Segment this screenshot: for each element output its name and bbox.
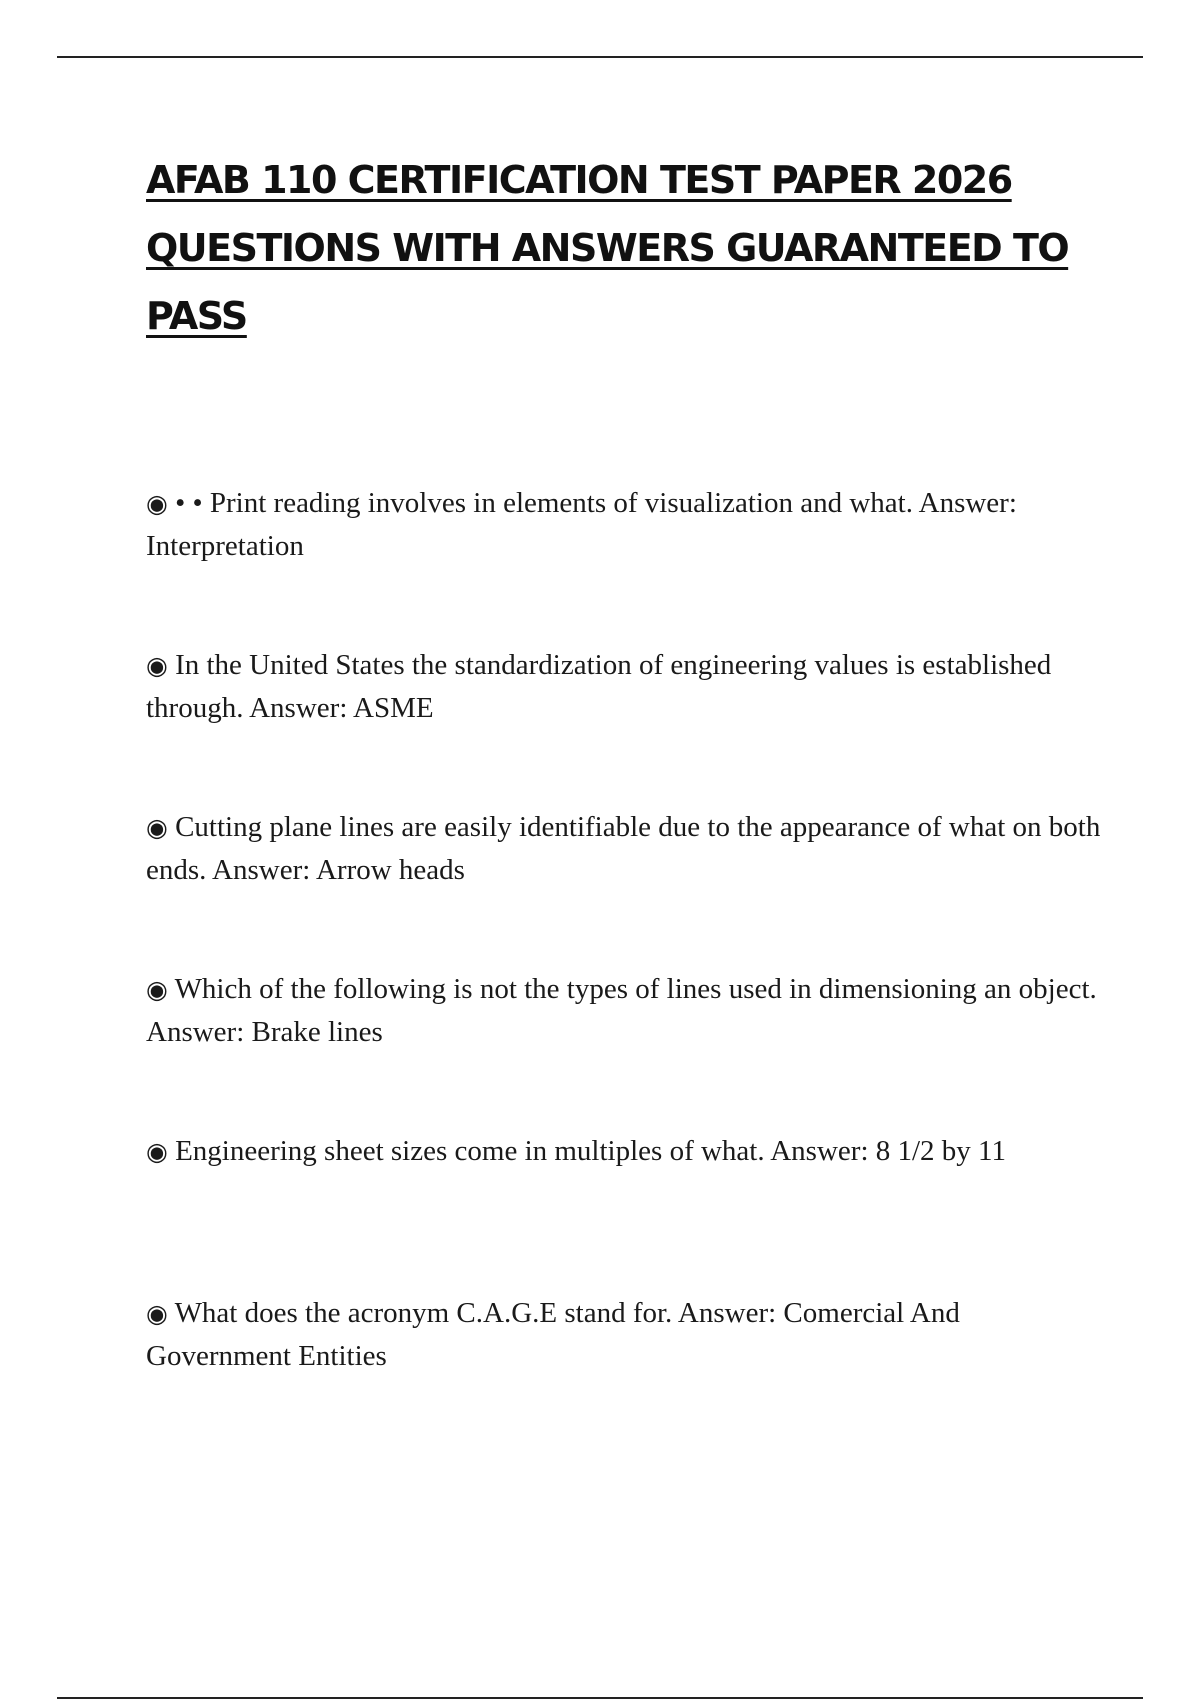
question-answer-text: What does the acronym C.A.G.E stand for. Answer: Comercial And Government Entities bbox=[146, 1297, 960, 1372]
list-item bbox=[146, 1292, 1106, 1454]
list-item bbox=[146, 806, 1106, 968]
list-item bbox=[146, 482, 1106, 644]
top-divider bbox=[57, 56, 1143, 58]
radio-bullet-icon: ◉ bbox=[146, 813, 168, 842]
question-answer-text: Engineering sheet sizes come in multiples of what. Answer: 8 1/2 by 11 bbox=[175, 1135, 1006, 1167]
document-title: AFAB 110 CERTIFICATION TEST PAPER 2026 QUESTIONS WITH ANSWERS GUARANTEED TO PASS bbox=[146, 158, 1069, 338]
radio-bullet-icon: ◉ bbox=[146, 975, 168, 1004]
list-item bbox=[146, 1130, 1106, 1292]
question-answer-text: Which of the following is not the types of lines used in dimensioning an object. Answer: Brake lines bbox=[146, 973, 1097, 1048]
bottom-divider bbox=[57, 1697, 1143, 1699]
question-answer-text: • • Print reading involves in elements of visualization and what. Answer: Interpretation bbox=[146, 487, 1017, 562]
question-list bbox=[146, 482, 1106, 1454]
list-item bbox=[146, 968, 1106, 1130]
radio-bullet-icon: ◉ bbox=[146, 489, 168, 518]
radio-bullet-icon: ◉ bbox=[146, 1137, 168, 1166]
radio-bullet-icon: ◉ bbox=[146, 1299, 168, 1328]
list-item bbox=[146, 644, 1106, 806]
question-answer-text: Cutting plane lines are easily identifiable due to the appearance of what on both ends. Answer: Arrow heads bbox=[146, 811, 1101, 886]
question-answer-text: In the United States the standardization of engineering values is established through. Answer: ASME bbox=[146, 649, 1052, 724]
radio-bullet-icon: ◉ bbox=[146, 651, 168, 680]
